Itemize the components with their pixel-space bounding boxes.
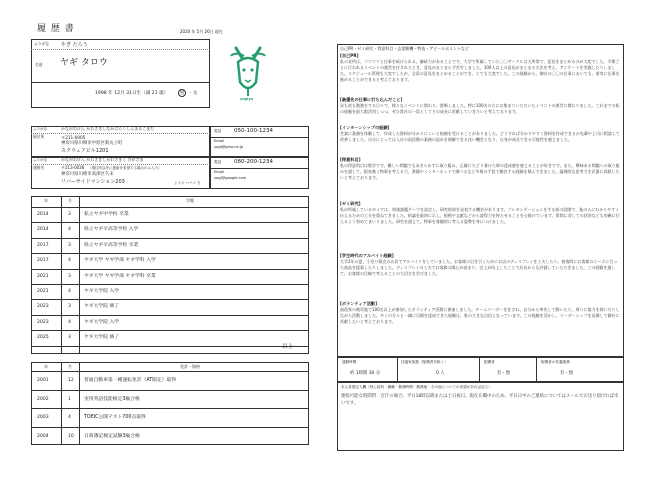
- history-detail[interactable]: 私立ヤギ中学校 卒業: [84, 212, 129, 217]
- history-header-divider: [31, 207, 309, 208]
- history-row-divider: [31, 238, 309, 239]
- address2-note: （現住所以外に連絡を希望する場合のみ入力）: [88, 166, 162, 170]
- address1-tel[interactable]: 050-100-1234: [234, 128, 273, 134]
- address2-email-label: Email: [214, 170, 224, 174]
- history-detail[interactable]: 県立ヤギ羊高等学校 卒業: [84, 242, 139, 248]
- history-month[interactable]: 4: [68, 258, 71, 264]
- pr-section-text[interactable]: 私が所属しているゼミでは、毎週課題テーマを設定し、研究結果を発表する機会があります。プレゼンテーションをする前の段階で、他の人にわかりやすく伝えるための工夫を重ねてきました。結論を最初に示し、根拠や文献などから説得力を持たせることを心掛けています。質問に対しての回答なども的確に行えるよう努めてまいりました。研究を通じて、物事を客観的に考える姿勢を身につけました。: [340, 207, 620, 225]
- pr-header: 自己PR・ゼミ研究・得意科目・志望動機・特技・アピールポイントなど: [340, 46, 469, 51]
- pr-section-heading: [自己PR]: [340, 53, 359, 58]
- address1-label: 現住所: [33, 134, 45, 139]
- history-year[interactable]: 2014: [37, 212, 49, 217]
- license-month[interactable]: 10: [68, 433, 74, 439]
- history-end: 以上: [282, 344, 294, 350]
- address1-line2[interactable]: スクウェアビル1201: [61, 148, 109, 154]
- history-year[interactable]: 2017: [37, 242, 49, 248]
- support-label: 配偶者の扶養義務: [541, 360, 570, 364]
- history-row-divider: [31, 299, 309, 300]
- license-row-divider: [31, 408, 309, 409]
- wish-text[interactable]: 連絡可能な時間帯：官庁の場合、平日18時以降または土日祝日。現在在職中のため、平日日中のご連絡についてはメールでお送り頂ければ幸いです。: [341, 394, 619, 406]
- pr-section-text[interactable]: 営業に業務を体験して、作成した資料が分かりにくいと指摘を受けることがありました。どうすれば分かりやすく資料を作成できるか先輩や上司に相談して改善しました。自分にとっては入社の前段階の業務の流れを理解できる良い機会となり、自身が成長できる可能性を感じました。: [340, 131, 620, 143]
- name-label: 名前: [35, 62, 43, 67]
- gender-female[interactable]: 女: [193, 91, 198, 96]
- license-row-divider: [31, 390, 309, 391]
- address1-tel-label: 電話: [214, 129, 222, 133]
- spouse-value[interactable]: 有・無: [497, 371, 511, 376]
- license-month[interactable]: 12: [68, 378, 74, 383]
- goat-icon: [231, 48, 265, 96]
- history-month[interactable]: 4: [68, 289, 71, 294]
- history-detail[interactable]: ヤギ大学院 修了: [84, 304, 120, 310]
- history-detail[interactable]: ヤギ大学 ヤギ学部 ヤギ学科 卒業: [84, 273, 156, 279]
- pr-section-heading: [インターンシップの経験]: [340, 125, 390, 130]
- history-row-divider: [31, 346, 309, 347]
- license-year[interactable]: 2002: [37, 396, 49, 402]
- history-detail[interactable]: 県立ヤギ羊高等学校 入学: [84, 227, 139, 233]
- address1-email-label: Email: [214, 139, 224, 143]
- history-header-year: 年: [44, 198, 48, 203]
- address2-tel[interactable]: 080-200-1234: [234, 159, 273, 165]
- history-row-divider: [31, 284, 309, 285]
- license-header-detail: 免許・資格: [180, 364, 200, 369]
- license-month[interactable]: 4: [68, 415, 71, 420]
- pr-section-heading: [学生時代のアルバイト経験]: [340, 253, 394, 258]
- address1-line1[interactable]: 神奈川県川崎市中原区新丸子町: [61, 141, 123, 146]
- address2-line1[interactable]: 神奈川県川崎市高津区久末: [61, 172, 114, 177]
- address2-line2[interactable]: リバーサイドマンション203: [61, 179, 125, 185]
- license-year[interactable]: 2001: [37, 378, 49, 383]
- pr-section-text[interactable]: 私の得意科目は数学です。難しい問題でもあきらめずに取り組み、正解にたどり着けた時の達成感を感じることが好きです。また、興味ある問題への取り組みを通して、根気強く物事を考える力、書籍やインターネットで調べるなど多様の手段で解決する経験を積んできました。論理的な思考力を武器に貢献したいと考えております。: [340, 163, 620, 181]
- history-month[interactable]: 3: [68, 304, 71, 310]
- address1-zip[interactable]: 〒211-0005: [61, 135, 86, 140]
- commute-time[interactable]: 約 1時間 30 分: [350, 371, 381, 376]
- license-detail[interactable]: 実用英語技能検定3級合格: [84, 396, 140, 402]
- history-row-divider: [31, 222, 309, 223]
- furigana-label: ふりがな: [34, 41, 50, 46]
- address2-furigana[interactable]: かながわけん かわさきしかわさきく ひがさま: [61, 157, 144, 162]
- pr-section-text[interactable]: 大学2年の夏、小売り販売のお店でアルバイトをしていました。お客様の目を引くためにお店のディスプレイを工夫したり、接客時にお客様のニーズに合った商品を提案したりしました。ディスプレイの工夫でお客様の関心が高まり、売上が向上したことで店長からも評価していただきました。この経験を通して、お客様の目線で考えることの大切さを学びました。: [340, 259, 618, 277]
- commute-label: 通勤時間: [342, 360, 357, 364]
- photo-caption: yagiya: [240, 97, 253, 101]
- resume-title: 履 歴 書: [37, 24, 75, 34]
- address2-email[interactable]: yagi@google.com: [214, 176, 247, 180]
- license-header-month: 月: [68, 364, 72, 369]
- pr-section-text[interactable]: 福島県の被災地で100名以上が参加したボランティア活動に参加しました。チームリーダーを任され、自分から率先して動いたり、周りに協力を仰いだりしながら活動しました。多くの方々と一緒に目標を達成できた経験は、私の大きな自信となっています。この経験を活かし、リーダーシップを発揮して御社に貢献したいと考えております。: [340, 307, 620, 325]
- history-row-divider: [31, 269, 309, 270]
- history-header-month: 月: [68, 198, 72, 203]
- license-detail[interactable]: 普通自動車第一種運転免許（AT限定）取得: [84, 378, 177, 383]
- pr-section-heading: [最優先の仕事に打ち込んだこと]: [340, 97, 403, 102]
- address2-label: 連絡先: [33, 165, 45, 170]
- history-detail[interactable]: ヤギ大学院 修了: [84, 335, 120, 341]
- history-header-detail: 学歴: [186, 198, 194, 203]
- full-name[interactable]: ヤギ タロウ: [60, 58, 108, 68]
- gender-male[interactable]: 男: [179, 91, 185, 96]
- history-year[interactable]: 2017: [37, 258, 49, 264]
- license-year[interactable]: 2003: [37, 415, 49, 420]
- address1-email[interactable]: yagi@gmo.ne.jp: [214, 145, 244, 149]
- history-month[interactable]: 3: [68, 335, 71, 341]
- history-row-divider: [31, 315, 309, 316]
- history-year[interactable]: 2021: [37, 273, 49, 279]
- history-year[interactable]: 2014: [37, 227, 49, 233]
- history-year[interactable]: 2025: [37, 335, 49, 341]
- history-row-divider: [31, 253, 309, 254]
- address2-tel-label: 電話: [214, 160, 222, 164]
- pr-section-heading: [得意科目]: [340, 157, 361, 162]
- license-row-divider: [31, 427, 309, 428]
- history-detail[interactable]: ヤギ大学院 入学: [84, 319, 120, 325]
- gender-sep: ・: [188, 91, 193, 96]
- history-detail[interactable]: ヤギ大学院 入学: [84, 289, 120, 294]
- family-count[interactable]: 0 人: [436, 371, 445, 376]
- history-month[interactable]: 4: [68, 227, 71, 233]
- history-year[interactable]: 2023: [37, 319, 49, 325]
- address1-furigana[interactable]: かながわけん かわさきしなかはらくしんまるこまち: [61, 126, 155, 131]
- commute-row: [337, 357, 624, 382]
- birth-date[interactable]: 1998 年 12月 31日生（満 21 歳）: [95, 91, 169, 96]
- photo-goat: [222, 44, 274, 116]
- address2-care-of[interactable]: ヒツジ ハナコ 方: [174, 181, 201, 185]
- history-row-divider: [31, 330, 309, 331]
- address2-zip[interactable]: 〒213-0036: [61, 165, 85, 170]
- license-month[interactable]: 1: [68, 396, 71, 402]
- resume-date: 2020 年 5月 26日 現在: [180, 29, 223, 34]
- history-month[interactable]: 4: [68, 319, 71, 325]
- license-year[interactable]: 2004: [37, 433, 49, 439]
- spouse-label: 配偶者: [484, 360, 495, 364]
- license-detail[interactable]: 日商簿記検定試験3級合格: [84, 433, 140, 439]
- pr-section-heading: [ゼミ研究]: [340, 201, 361, 206]
- license-detail[interactable]: TOEIC公開テスト700点取得: [84, 415, 146, 420]
- support-value[interactable]: 有・無: [560, 371, 574, 376]
- history-month[interactable]: 3: [68, 212, 71, 217]
- history-month[interactable]: 3: [68, 273, 71, 279]
- history-detail[interactable]: ヤギ大学 ヤギ学部 ヤギ学科 入学: [84, 258, 156, 264]
- wish-label: 本人希望記入欄（特に給料・職種・勤務時間・勤務地・その他についての希望があれば記入）: [341, 385, 492, 389]
- pr-section-text[interactable]: 昼も夜も勉強をする日々で、様々なイベントに関わり、挑戦しました。特に100名の方にお集まりいただいたイベントの運営に携わりました。これまでの私の経験を最大限活用しつつ、ぜひ貴社の一員としてその成長に貢献していきたいと考えております。: [340, 103, 620, 115]
- pr-section-heading: [ボランティア活動]: [340, 301, 377, 306]
- family-label: 扶養家族数（配偶者を除く）: [401, 360, 448, 364]
- history-year[interactable]: 2023: [37, 304, 49, 310]
- pr-section-text[interactable]: 私の長所は、コツコツと仕事を続けられる、継続力があることです。大学で所属していた〇〇サークルは大所帯で、意見をまとめるのが大変でした。半期ごとに行われるイベントの運営を任されたとき、意見がまとまらず苦労しました。100人以上の意見がまとまる方法を考え、アンケートを実施したりしました。スケジュール管理も大変でしたが、全員の意見をまとめることができ、とても大変でした。この経験から、御社の〇〇の仕事においても、着実に仕事を進めることができると考えております。: [340, 59, 620, 83]
- furigana-name[interactable]: やぎ たろう: [61, 42, 88, 48]
- license-header-year: 年: [44, 364, 48, 369]
- history-month[interactable]: 3: [68, 242, 71, 248]
- history-year[interactable]: 2021: [37, 289, 49, 294]
